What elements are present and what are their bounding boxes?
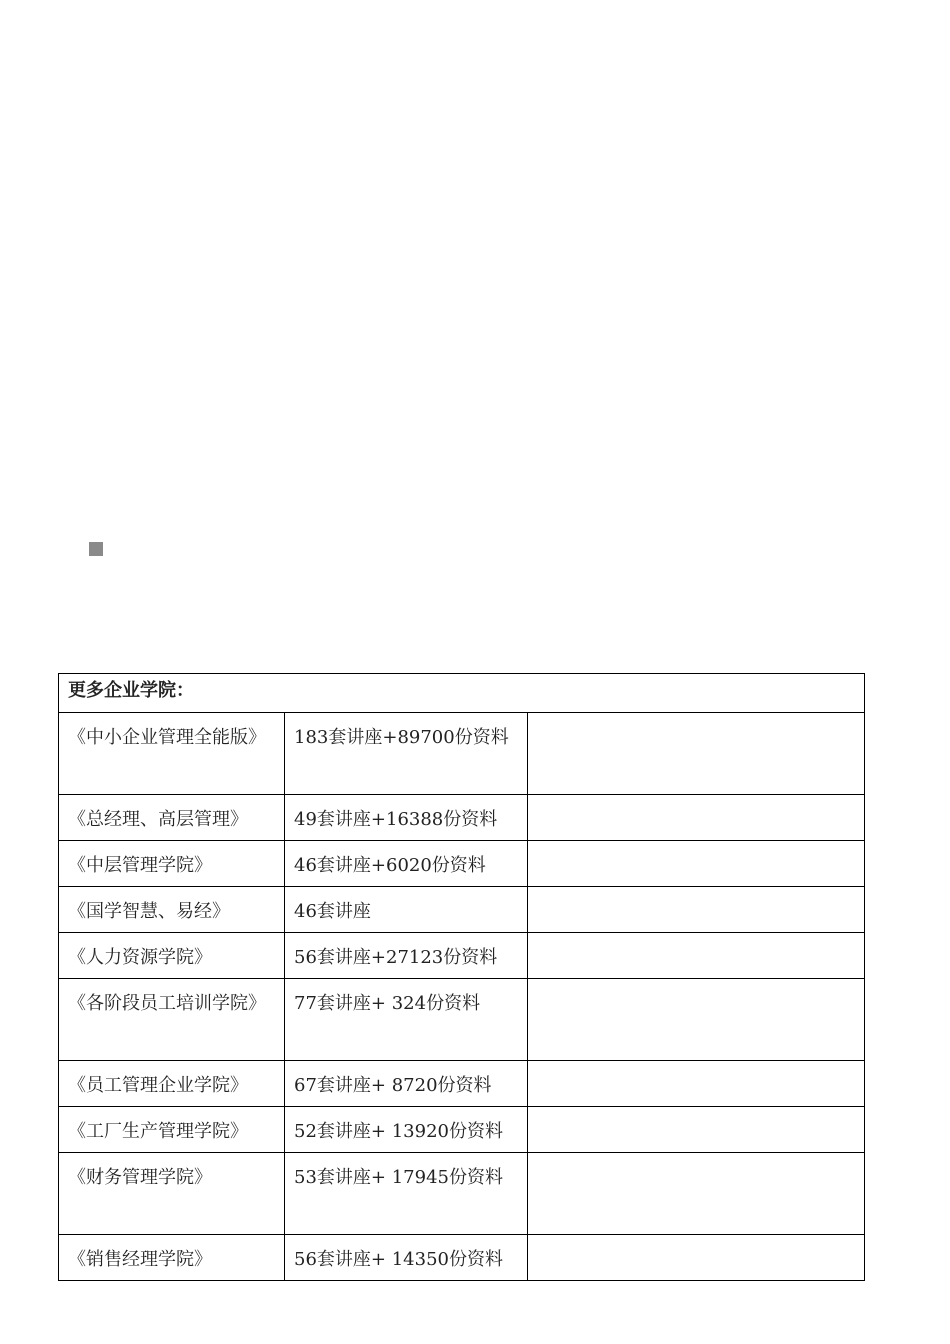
academy-detail: 46套讲座 — [285, 887, 528, 933]
academy-name: 《工厂生产管理学院》 — [59, 1107, 285, 1153]
academy-extra — [528, 1235, 865, 1281]
table-header-row — [59, 674, 865, 713]
academy-extra — [528, 1107, 865, 1153]
table-row — [59, 887, 865, 933]
academy-extra — [528, 713, 865, 795]
table-row — [59, 979, 865, 1061]
academy-detail: 67套讲座+ 8720份资料 — [285, 1061, 528, 1107]
academy-detail: 183套讲座+89700份资料 — [285, 713, 528, 795]
table-row — [59, 841, 865, 887]
academy-detail: 52套讲座+ 13920份资料 — [285, 1107, 528, 1153]
academy-name: 《销售经理学院》 — [59, 1235, 285, 1281]
table-header: 更多企业学院： — [59, 674, 865, 713]
academy-extra — [528, 795, 865, 841]
academy-table-body — [59, 674, 865, 1281]
table-row — [59, 1061, 865, 1107]
table-row — [59, 713, 865, 795]
table-row — [59, 933, 865, 979]
academy-extra — [528, 1061, 865, 1107]
table-row — [59, 1153, 865, 1235]
academy-name: 《各阶段员工培训学院》 — [59, 979, 285, 1061]
square-bullet-icon — [89, 542, 103, 556]
academy-extra — [528, 933, 865, 979]
academy-detail: 49套讲座+16388份资料 — [285, 795, 528, 841]
table-row — [59, 795, 865, 841]
academy-name: 《人力资源学院》 — [59, 933, 285, 979]
academy-table — [58, 673, 865, 1281]
academy-name: 《总经理、高层管理》 — [59, 795, 285, 841]
academy-name: 《中层管理学院》 — [59, 841, 285, 887]
table-row — [59, 1235, 865, 1281]
academy-name: 《财务管理学院》 — [59, 1153, 285, 1235]
academy-detail: 56套讲座+27123份资料 — [285, 933, 528, 979]
academy-extra — [528, 887, 865, 933]
table-row — [59, 1107, 865, 1153]
academy-name: 《员工管理企业学院》 — [59, 1061, 285, 1107]
academy-name: 《中小企业管理全能版》 — [59, 713, 285, 795]
academy-extra — [528, 841, 865, 887]
academy-detail: 77套讲座+ 324份资料 — [285, 979, 528, 1061]
academy-detail: 46套讲座+6020份资料 — [285, 841, 528, 887]
academy-detail: 56套讲座+ 14350份资料 — [285, 1235, 528, 1281]
academy-detail: 53套讲座+ 17945份资料 — [285, 1153, 528, 1235]
academy-extra — [528, 979, 865, 1061]
academy-extra — [528, 1153, 865, 1235]
academy-name: 《国学智慧、易经》 — [59, 887, 285, 933]
